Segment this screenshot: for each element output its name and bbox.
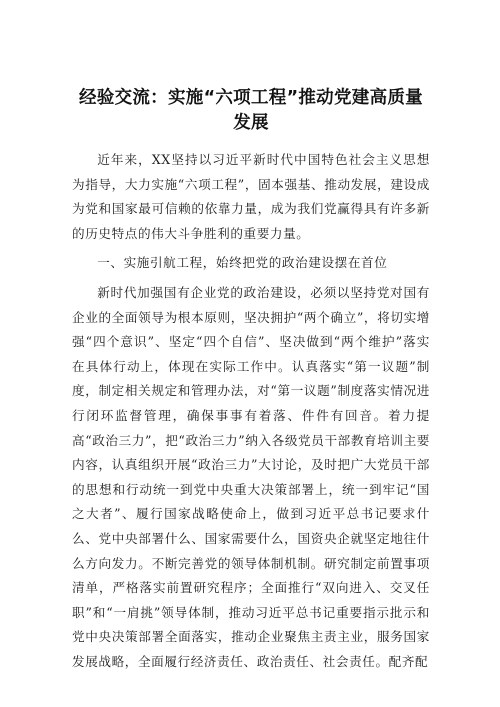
title-line-2: 发展	[233, 113, 269, 133]
title-line-1: 经验交流：实施“六项工程”推动党建高质量	[78, 88, 423, 108]
section-1-paragraph: 新时代加强国有企业党的政治建设，必须以坚持党对国有企业的全面领导为根本原则，坚决拥护“两个确立”，将切实增强“四个意识”、坚定“四个自信”、坚决做到“两个维护”落实在具体行动上，体现在实际工作中。认真落实“第一议题”制度，制定相关规定和管理办法，对“第一议题”制度落实情况进行闭环监督管理，确保事事有着落、件件有回音。着力提高“政治三力”，把“政治三力”纳入各级党员干部教育培训主要内容，认真组织开展“政治三力”大讨论，及时把广大党员干部的思想和行动统一到党中央重大决策部署上，统一到牢记“国之大者”、履行国家战略使命上，做到习近平总书记要求什么、党中央部署什么、国家需要什么，国资央企就坚定地往什么方向发力。不断完善党的领导体制机制。研究制定前置事项清单，严格落实前置研究程序；全面推行“双向进入、交叉任职”和“一肩挑”领导体制，推动习近平总书记重要指示批示和党中央决策部署全面落实，推动企业聚焦主责主业，服务国家发展战略，全面履行经济责任、政治责任、社会责任。配齐配	[72, 284, 430, 669]
document-body	[72, 148, 430, 674]
document-title	[72, 86, 430, 136]
intro-paragraph: 近年来，XX坚持以习近平新时代中国特色社会主义思想为指导，大力实施“六项工程”，固本强基、推动发展，建设成为党和国家最可信赖的依靠力量，成为我们党赢得具有许多新的历史特点的伟大斗争胜利的重要力量。	[72, 152, 430, 241]
section-heading-1: 一、实施引航工程，始终把党的政治建设摆在首位	[97, 255, 388, 271]
